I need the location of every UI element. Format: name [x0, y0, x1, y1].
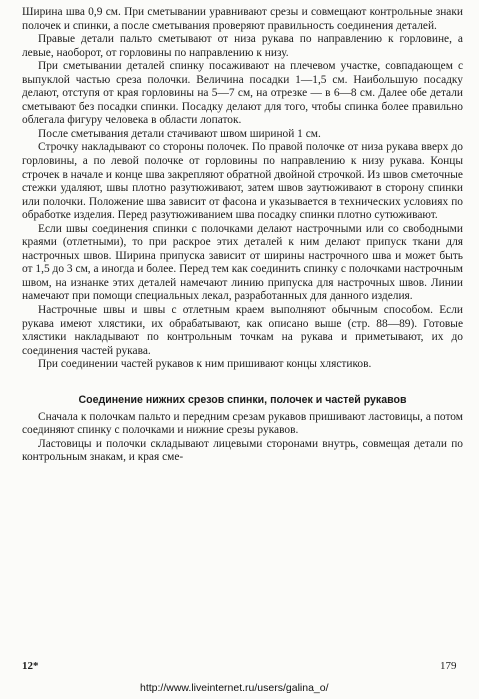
paragraph: Настрочные швы и швы с отлетным краем выполняют обычным способом. Если рукава имеют хлястики, их обрабатывают, как описано выше (стр. 88—89). Готовые хлястики накладывают по контрольным точкам на рукава и приметывают, их до соединения частей рукава.: [22, 304, 463, 357]
paragraph: Правые детали пальто сметывают от низа рукава по направлению к горловине, а левые, наоборот, от горловины по направлению к низу.: [22, 33, 463, 59]
paragraph: Ластовицы и полочки складывают лицевыми сторонами внутрь, совмещая детали по контрольным знакам, и края сме-: [22, 437, 463, 464]
page-body: [22, 6, 463, 465]
section-title: Соединение нижних срезов спинки, полочек и частей рукавов: [78, 393, 407, 406]
paragraph: При соединении частей рукавов к ним пришивают концы хлястиков.: [38, 358, 372, 371]
page-number: 179: [440, 660, 457, 672]
paragraph: Если швы соединения спинки с полочками делают настрочными или со свободными краями (отлетными), то при раскрое этих деталей к ним делают припуск ткани для настрочных швов. Ширина припуска зависит от ширины настрочного шва и может быть от 1,5 до 3 см, а иногда и более. Перед тем как соединить спинку с полочками настрочным швом, на изнанке этих деталей намечают линию припуска для настрочных швов. Линии намечают при помощи специальных лекал, разработанных для данного изделия.: [22, 222, 463, 303]
paragraph: Ширина шва 0,9 см. При сметывании уравнивают срезы и совмещают контрольные знаки полочек и спинки, а после сметывания проверяют правильность соединения деталей.: [22, 6, 463, 32]
paragraph: После сметывания детали стачивают швом шириной 1 см.: [38, 127, 321, 140]
paragraph: Строчку накладывают со стороны полочек. По правой полочке от низа рукава вверх до горловины, а по левой полочке от горловины по направлению к низу рукава. Концы строчек в начале и конце шва закрепляют обратной двойной строчкой. Из швов сметочные стежки удаляют, швы плотно разутюживают, затем швов заутюживают в сторону спинки или полочки. Положение шва зависит от фасона и указывается в технических условиях по обработке изделия. Перед разутюживанием шва посадку спинки плотно сутюживают.: [22, 141, 463, 222]
paragraph: При сметывании деталей спинку посаживают на плечевом участке, совпадающем с выпуклой частью среза полочки. Величина посадки 1—1,5 см. Наибольшую посадку делают, отступя от края горловины на 5—7 см, на отрезке — в 6—8 см. Далее обе детали сметывают без посадки спинки. Посадку делают для того, чтобы спинка более правильно облегала фигуру человека в области лопаток.: [22, 60, 463, 127]
paragraph: Сначала к полочкам пальто и передним срезам рукавов пришивают ластовицы, а потом соединяют спинку с полочками и нижние срезы рукавов.: [22, 410, 463, 437]
signature-mark: 12*: [22, 660, 39, 672]
watermark-url: http://www.liveinternet.ru/users/galina_o/: [140, 682, 329, 694]
